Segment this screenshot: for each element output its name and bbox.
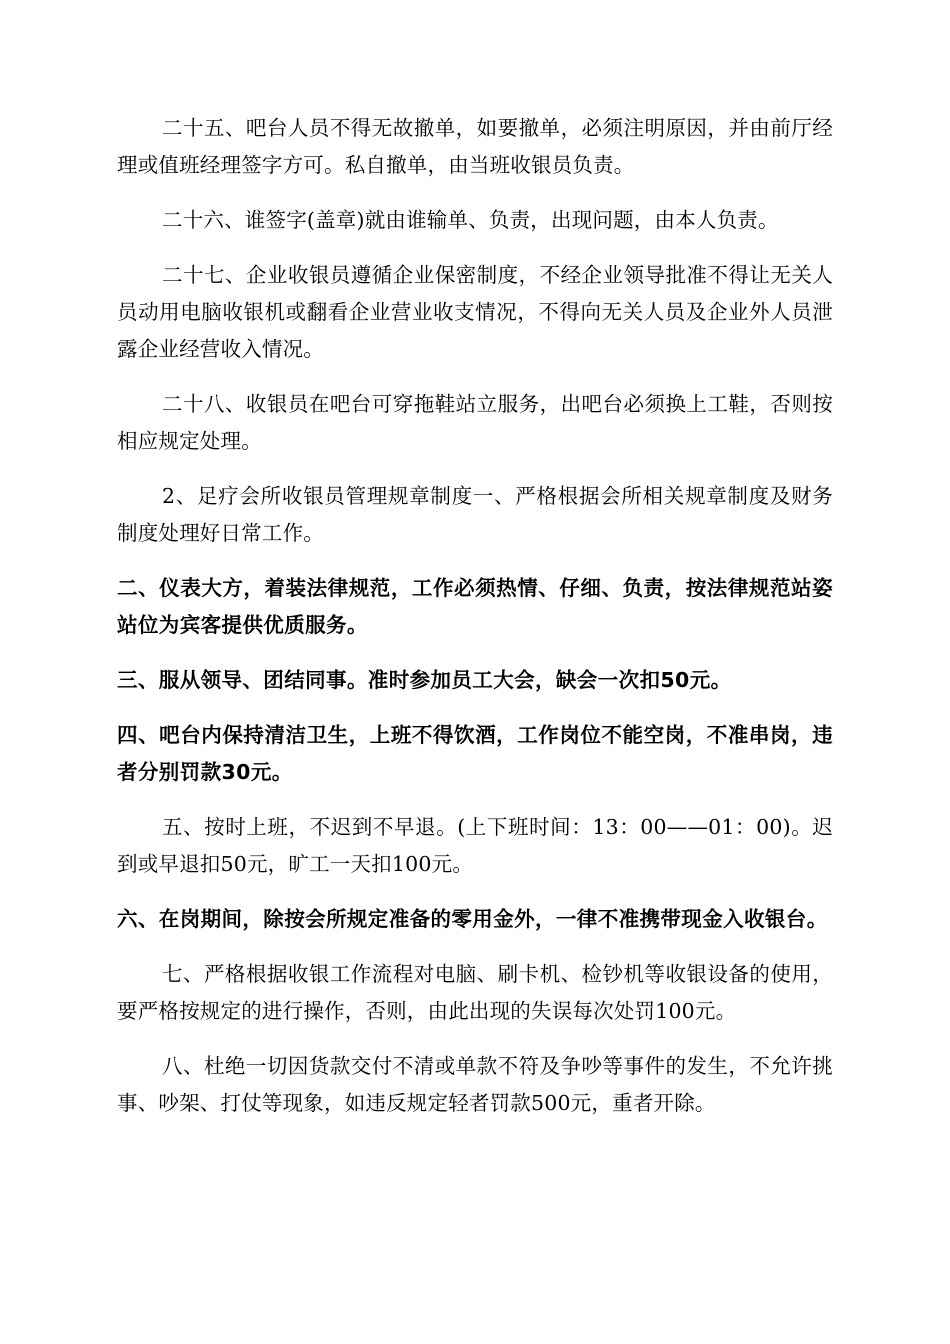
document-page	[117, 110, 833, 1122]
paragraph-28: 二十八、收银员在吧台可穿拖鞋站立服务，出吧台必须换上工鞋，否则按相应规定处理。	[117, 392, 833, 453]
paragraph-26: 二十六、谁签字(盖章)就由谁输单、负责，出现问题，由本人负责。	[162, 208, 779, 232]
paragraph-item-4: 四、吧台内保持清洁卫生，上班不得饮酒，工作岗位不能空岗，不准串岗，违者分别罚款30元。	[117, 723, 833, 784]
paragraph-25: 二十五、吧台人员不得无故撤单，如要撤单，必须注明原因，并由前厅经理或值班经理签字方可。私自撤单，由当班收银员负责。	[117, 116, 833, 177]
paragraph-item-3: 三、服从领导、团结同事。准时参加员工大会，缺会一次扣50元。	[117, 668, 732, 692]
paragraph-item-7: 七、严格根据收银工作流程对电脑、刷卡机、检钞机等收银设备的使用，要严格按规定的进行操作，否则，由此出现的失误每次处罚100元。	[117, 962, 833, 1023]
paragraph-item-8: 八、杜绝一切因货款交付不清或单款不符及争吵等事件的发生，不允许挑事、吵架、打仗等现象，如违反规定轻者罚款500元，重者开除。	[117, 1054, 833, 1115]
paragraph-item-6: 六、在岗期间，除按会所规定准备的零用金外，一律不准携带现金入收银台。	[117, 907, 828, 931]
paragraph-section-2-intro: 2、足疗会所收银员管理规章制度一、严格根据会所相关规章制度及财务制度处理好日常工作。	[117, 484, 833, 545]
paragraph-27: 二十七、企业收银员遵循企业保密制度，不经企业领导批准不得让无关人员动用电脑收银机或翻看企业营业收支情况，不得向无关人员及企业外人员泄露企业经营收入情况。	[117, 263, 833, 361]
paragraph-item-2: 二、仪表大方，着装法律规范，工作必须热情、仔细、负责，按法律规范站姿站位为宾客提供优质服务。	[117, 576, 833, 637]
paragraph-item-5: 五、按时上班，不迟到不早退。(上下班时间：13：00——01：00)。迟到或早退扣50元，旷工一天扣100元。	[117, 815, 833, 876]
